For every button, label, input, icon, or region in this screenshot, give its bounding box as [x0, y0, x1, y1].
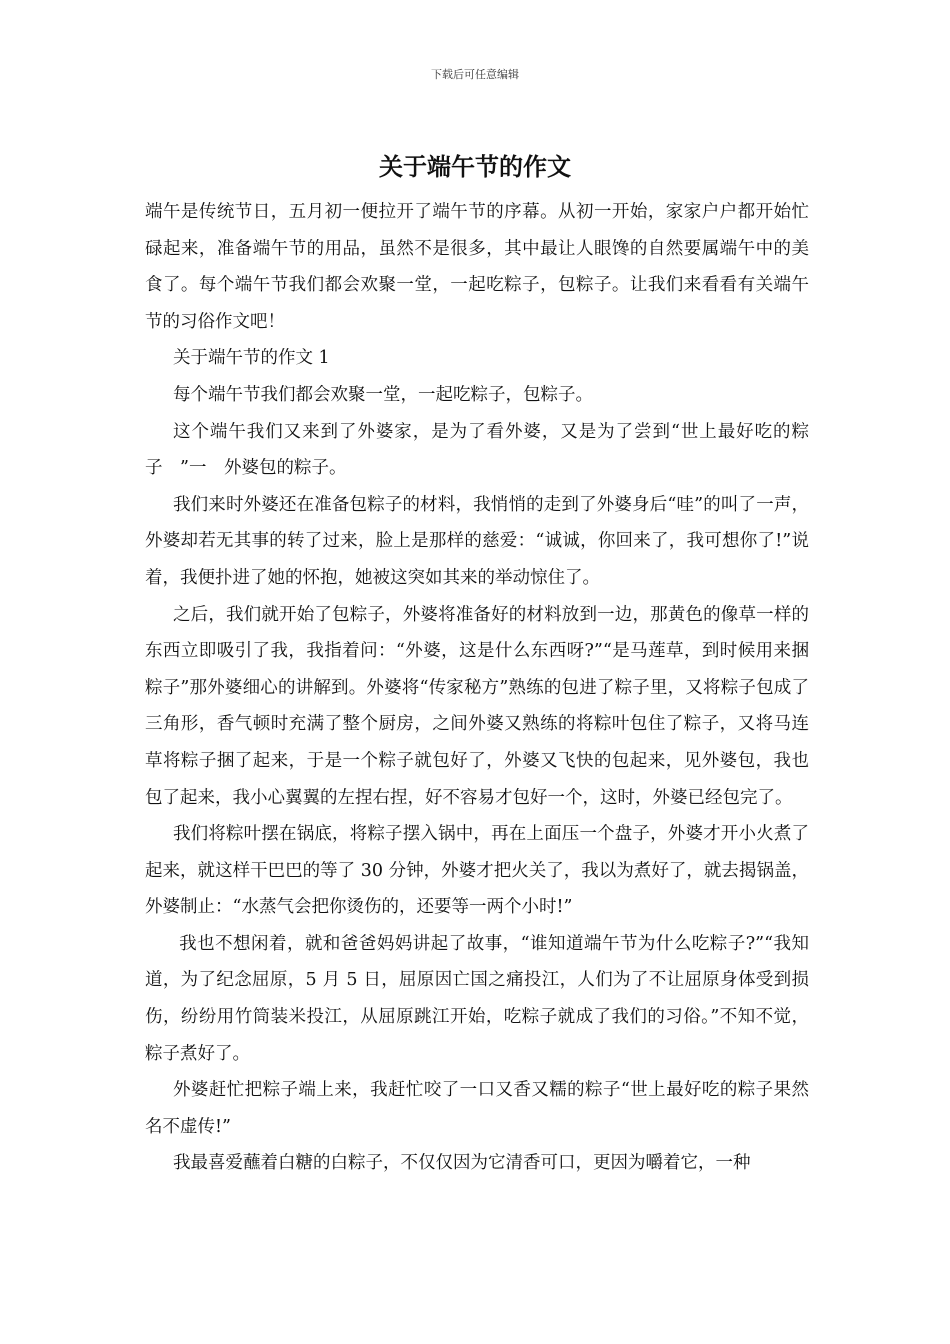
paragraph: 我也不想闲着，就和爸爸妈妈讲起了故事，“谁知道端午节为什么吃粽子?”“我知道，为了纪念屈原，5 月 5 日，屈原因亡国之痛投江，人们为了不让屈原身体受到损伤，纷纷用竹筒装米投江，从屈原跳江开始，吃粽子就成了我们的习俗。”不知不觉，粽子煮好了。	[145, 933, 809, 1064]
header-note: 下载后可任意编辑	[431, 68, 519, 81]
paragraph: 之后，我们就开始了包粽子，外婆将准备好的材料放到一边，那黄色的像草一样的东西立即吸引了我，我指着问：“外婆，这是什么东西呀?”“是马莲草，到时候用来捆粽子”那外婆细心的讲解到。外婆将“传家秘方”熟练的包进了粽子里，又将粽子包成了三角形，香气顿时充满了整个厨房，之间外婆又熟练的将粽叶包住了粽子，又将马连草将粽子捆了起来，于是一个粽子就包好了，外婆又飞快的包起来，见外婆包，我也包了起来，我小心翼翼的左捏右捏，好不容易才包好一个，这时，外婆已经包完了。	[145, 604, 809, 808]
paragraph: 我最喜爱蘸着白糖的白粽子，不仅仅因为它清香可口，更因为嚼着它，一种	[173, 1153, 751, 1174]
intro-paragraph: 端午是传统节日，五月初一便拉开了端午节的序幕。从初一开始，家家户户都开始忙碌起来，准备端午节的用品，虽然不是很多，其中最让人眼馋的自然要属端午中的美食了。每个端午节我们都会欢聚一堂，一起吃粽子，包粽子。让我们来看看有关端午节的习俗作文吧！	[145, 202, 809, 332]
section-title: 关于端午节的作文 1	[173, 348, 330, 369]
page-title: 关于端午节的作文	[379, 152, 571, 181]
paragraph: 每个端午节我们都会欢聚一堂，一起吃粽子，包粽子。	[173, 384, 593, 405]
paragraph: 我们将粽叶摆在锅底，将粽子摆入锅中，再在上面压一个盘子，外婆才开小火煮了起来，就这样干巴巴的等了 30 分钟，外婆才把火关了，我以为煮好了，就去揭锅盖，外婆制止：“水蒸气会把你烫伤的，还要等一两个小时!”	[145, 824, 809, 918]
paragraph: 这个端午我们又来到了外婆家，是为了看外婆，又是为了尝到“世上最好吃的粽子 ”一 外婆包的粽子。	[145, 421, 809, 479]
paragraph: 我们来时外婆还在准备包粽子的材料，我悄悄的走到了外婆身后“哇”的叫了一声，外婆却若无其事的转了过来，脸上是那样的慈爱：“诚诚，你回来了，我可想你了!”说着，我便扑进了她的怀抱，她被这突如其来的举动惊住了。	[145, 494, 809, 588]
paragraph: 外婆赶忙把粽子端上来，我赶忙咬了一口又香又糯的粽子“世上最好吃的粽子果然名不虚传!”	[145, 1080, 809, 1137]
document-body	[145, 194, 809, 1182]
